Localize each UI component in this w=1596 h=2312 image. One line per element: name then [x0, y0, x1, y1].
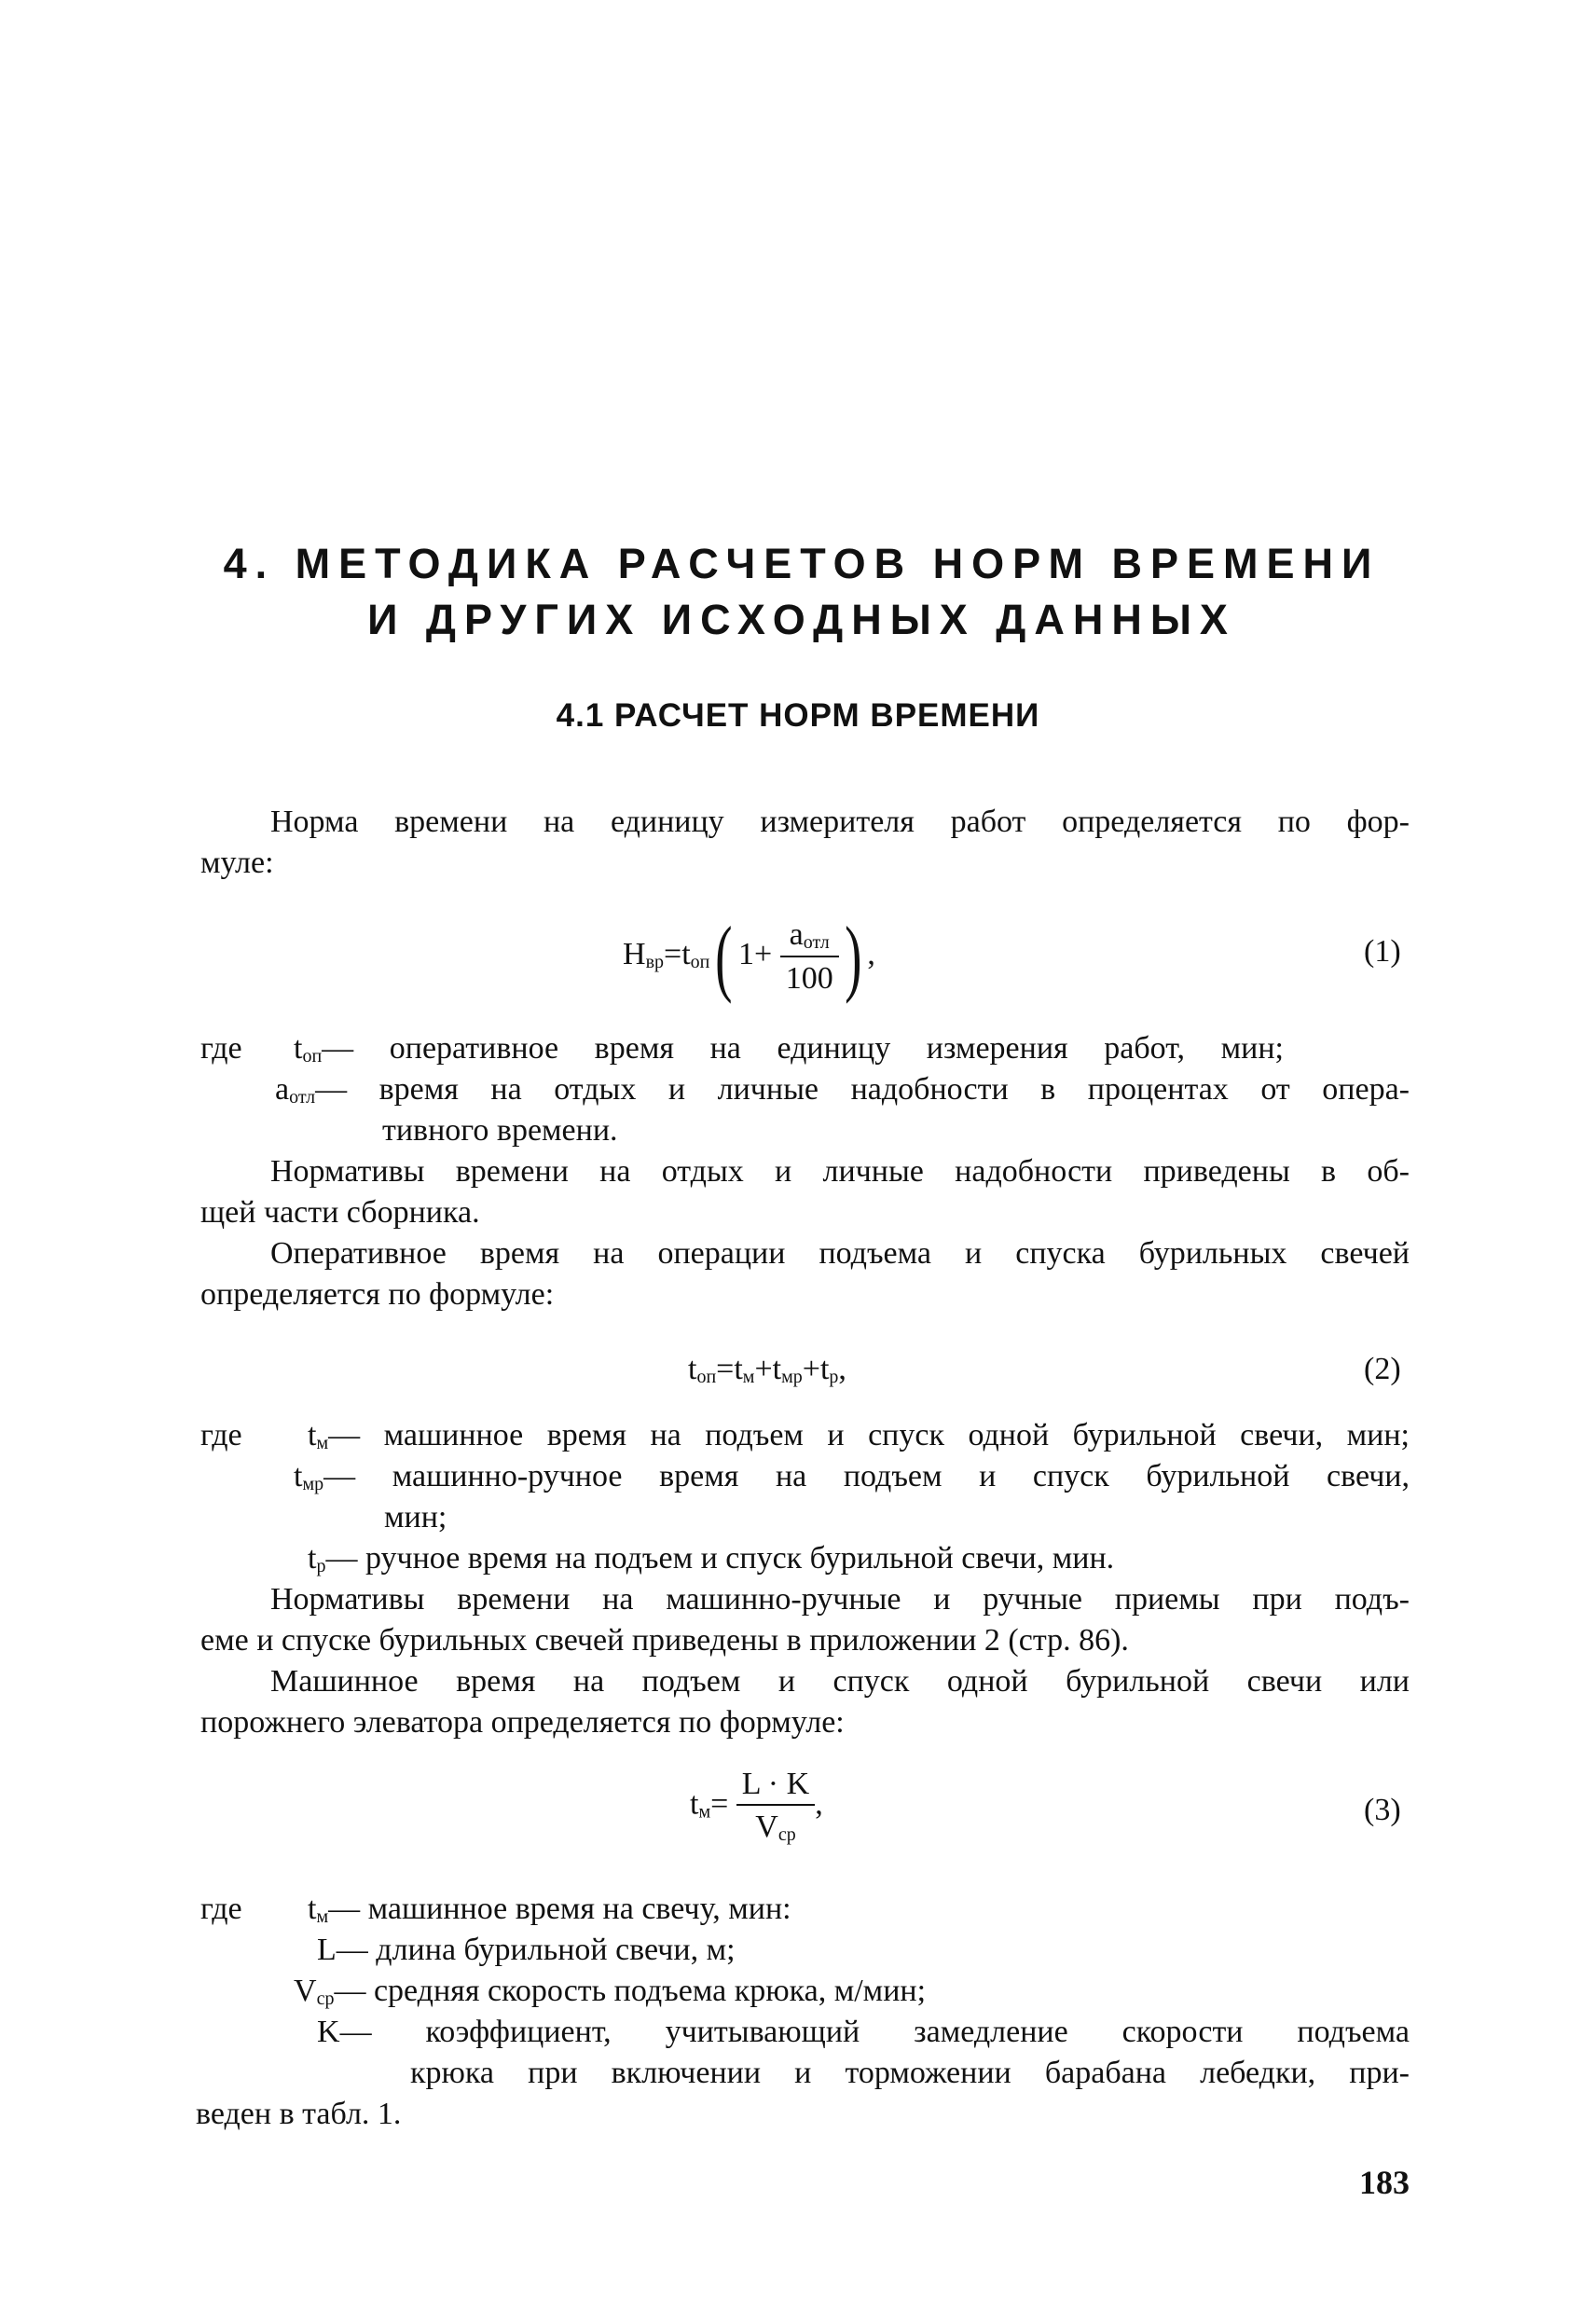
where-2-item-tm: $t_м—$ машинное время на подъем и спуск одной бурильной свечи, мин;: [308, 1418, 1410, 1453]
formula-1-one-plus: 1+: [738, 936, 773, 971]
formula-1-t: t: [681, 936, 691, 971]
where-2-label: где: [200, 1418, 242, 1452]
chapter-title: [177, 536, 1426, 648]
chapter-title-line-1: 4. МЕТОДИКА РАСЧЕТОВ НОРМ ВРЕМЕНИ: [223, 540, 1381, 587]
chapter-title-line-2: И ДРУГИХ ИСХОДНЫХ ДАННЫХ: [367, 596, 1236, 643]
where-3-label: где: [200, 1892, 242, 1926]
formula-1-t-sub: оп: [690, 951, 710, 972]
where-3-item-l: L— длина бурильной свечи, м;: [317, 1933, 736, 1967]
intro-line-2: муле:: [200, 846, 274, 880]
intro-line-1: Норма времени на единицу измерителя работ определяется по фор-: [270, 805, 1410, 839]
formula-1-numerator: $a_{отл}$: [780, 917, 839, 957]
paragraph-4-line-1: Машинное время на подъем и спуск одной бурильной свечи или: [270, 1664, 1410, 1699]
formula-1-denominator: 100: [785, 960, 833, 996]
where-2-item-tmr: $t_{мр}—$ машинно-ручное время на подъем и спуск бурильной свечи,: [294, 1459, 1410, 1494]
paragraph-3-line-1: Нормативы времени на машинно-ручные и ручные приемы при подъ-: [270, 1582, 1410, 1617]
where-3-item-k-cont-2: веден в табл. 1.: [196, 2097, 402, 2131]
formula-3: $t_м=$ $\frac{L \cdot K}{V_{ср}}$ ,: [690, 1767, 823, 1845]
formula-1-tail: ,: [867, 936, 875, 971]
formula-1: [623, 909, 875, 1004]
where-1-label: где: [200, 1031, 242, 1066]
where-1-item-a-otl-cont: тивного времени.: [382, 1113, 618, 1148]
paragraph-2-line-1: Оперативное время на операции подъема и спуска бурильных свечей: [270, 1236, 1410, 1271]
page-number: 183: [1359, 2164, 1410, 2201]
formula-1-right-paren: ): [844, 909, 862, 1004]
formula-3-denominator: $V_{ср}$: [755, 1810, 796, 1845]
formula-1-left-paren: (: [715, 909, 733, 1004]
formula-1-fraction: [780, 917, 839, 997]
where-1-item-a-otl: $a_{отл}—$ время на отдых и личные надобности в процентах от опера-: [275, 1072, 1410, 1108]
paragraph-2-line-2: определяется по формуле:: [200, 1277, 555, 1312]
section-title: 4.1 РАСЧЕТ НОРМ ВРЕМЕНИ: [556, 697, 1040, 734]
formula-1-eq: =: [664, 936, 682, 971]
formula-2: $t_{оп}=t_м+t_{мр}+t_р$,: [688, 1352, 846, 1387]
equation-number-1: (1): [1364, 934, 1401, 969]
paragraph-4-line-2: порожнего элеватора определяется по формуле:: [200, 1705, 845, 1740]
where-3-item-tm: $t_м—$ машинное время на свечу, мин:: [308, 1892, 791, 1927]
paragraph-1-line-1: Нормативы времени на отдых и личные надобности приведены в об-: [270, 1154, 1410, 1189]
equation-number-3: (3): [1364, 1793, 1401, 1827]
formula-1-h-sub: вр: [645, 951, 665, 972]
where-3-item-v: $V_{ср}—$ средняя скорость подъема крюка, м/мин;: [294, 1974, 927, 2009]
formula-3-fraction: [736, 1767, 815, 1846]
where-1-item-t-op: $t_{оп}—$ оперативное время на единицу измерения работ, мин;: [294, 1031, 1284, 1067]
equation-number-2: (2): [1364, 1352, 1401, 1386]
where-3-item-k-cont-1: крюка при включении и торможении барабана лебедки, при-: [410, 2056, 1410, 2090]
formula-3-numerator: L · K: [736, 1767, 815, 1806]
where-3-item-k: K— коэффициент, учитывающий замедление скорости подъема: [317, 2015, 1410, 2049]
paragraph-3-line-2: еме и спуске бурильных свечей приведены в приложении 2 (стр. 86).: [200, 1623, 1129, 1658]
where-2-item-tmr-cont: мин;: [384, 1500, 447, 1534]
formula-1-h: Н: [623, 936, 646, 971]
paragraph-1-line-2: щей части сборника.: [200, 1195, 480, 1230]
where-2-item-tr: $t_р—$ ручное время на подъем и спуск бурильной свечи, мин.: [308, 1541, 1115, 1576]
